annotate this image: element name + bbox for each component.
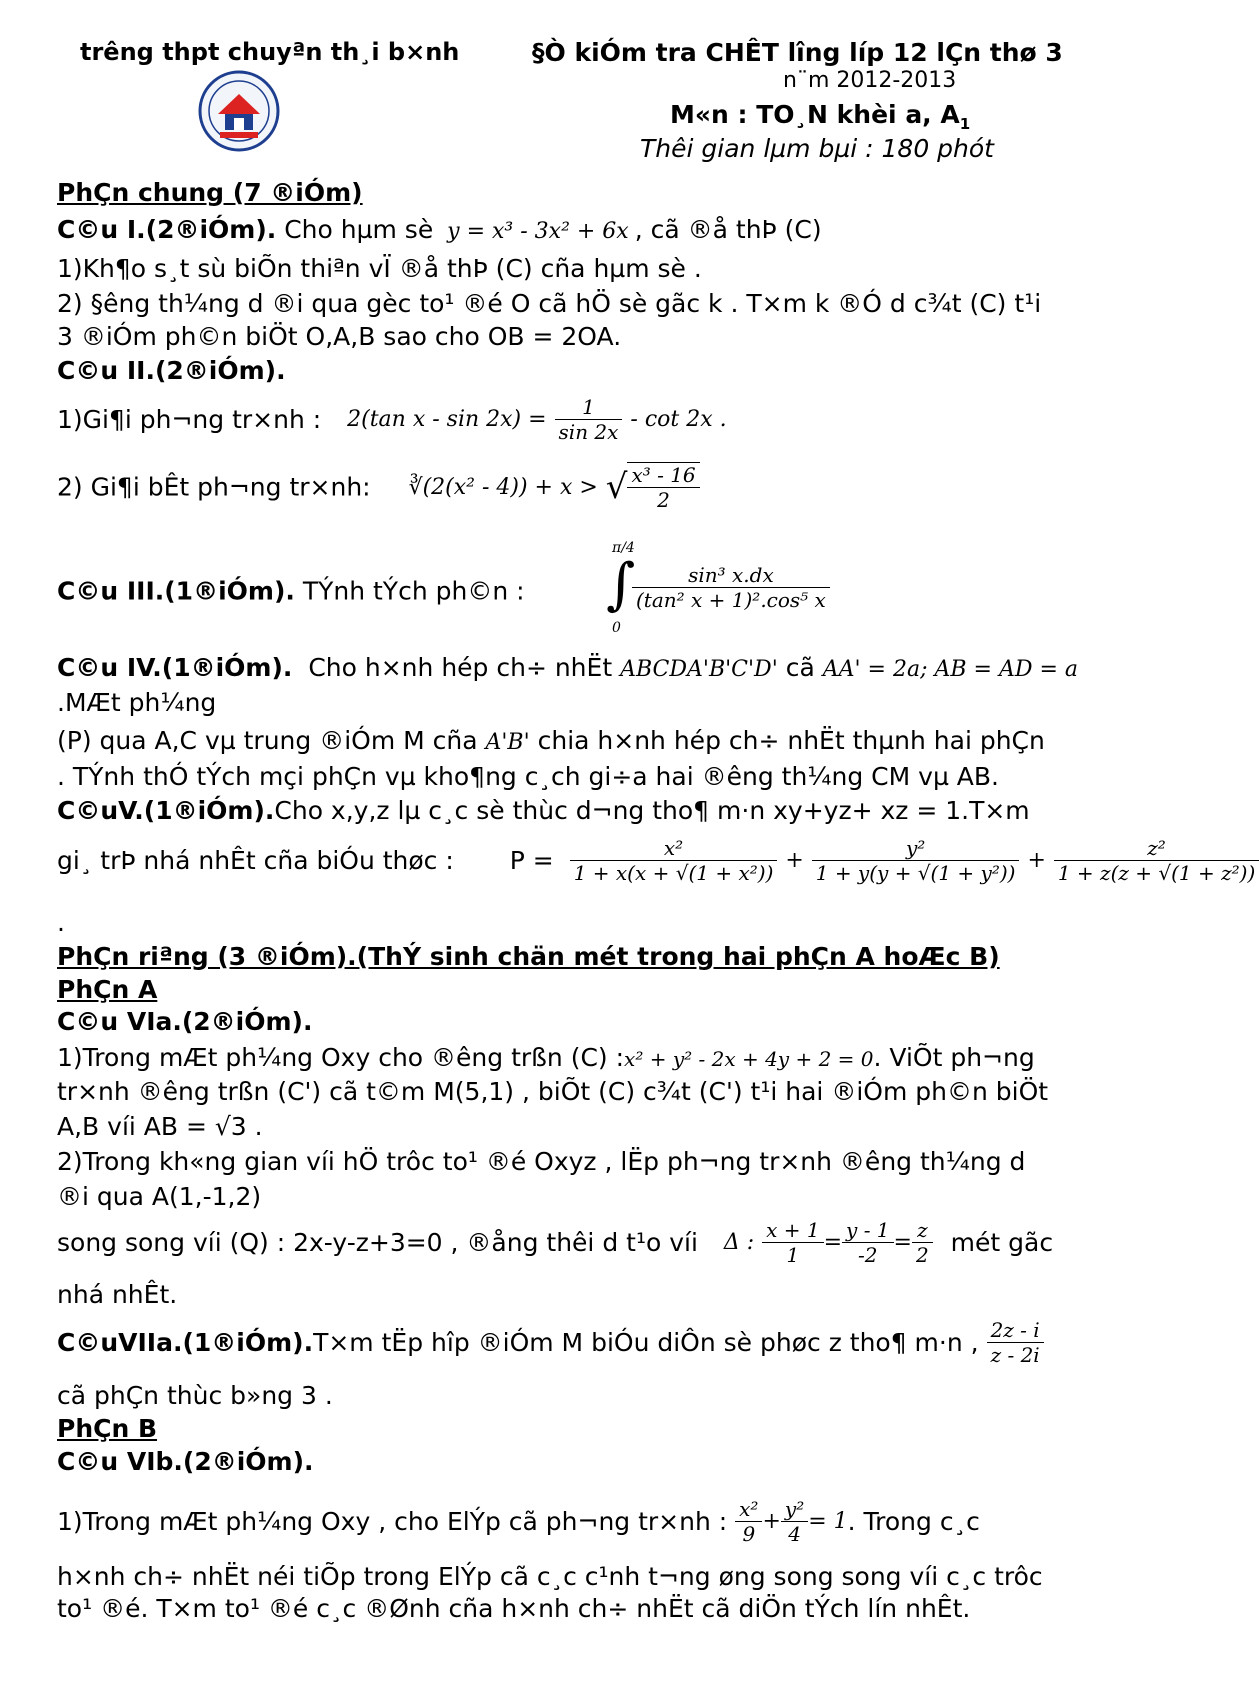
question-7a-text: T×m tËp hîp ®iÓm M biÓu diÔn sè phøc z tho¶ m·n , (313, 1328, 979, 1357)
question-4-line-1 (57, 653, 1078, 682)
part-a-heading: PhÇn A (57, 975, 158, 1004)
fraction-numerator: x² (735, 1497, 762, 1522)
question-2-part-1 (57, 395, 727, 444)
fraction-denominator: (tan² x + 1)².cos⁵ x (636, 588, 826, 612)
question-7a-line-1 (57, 1318, 1044, 1367)
fraction-denominator: z - 2i (990, 1343, 1040, 1367)
question-2-part-1-formula-right: - cot 2x . (630, 407, 727, 432)
question-6a-label: C©u VIa.(2®iÓm). (57, 1007, 313, 1036)
question-5-line-2 (57, 836, 1259, 885)
question-5-text: Cho x,y,z lµ c¸c sè thùc d¬ng tho¶ m·n xy+yz+ xz = 1.T×m (274, 796, 1030, 825)
question-6b-text-b: . Trong c¸c (847, 1507, 980, 1536)
question-2-part-2 (57, 462, 700, 512)
fraction-numerator: x² (570, 836, 778, 861)
question-3-text: TÝnh tÝch ph©n : (302, 576, 525, 606)
fraction-denominator: 4 (788, 1522, 801, 1546)
delta-fraction-1 (762, 1218, 823, 1267)
question-6a-part-2-line-4: nhá nhÊt. (57, 1280, 178, 1309)
question-1-part-2-line-1: 2) §êng th¼ng d ®i qua gèc to¹ ®é O cã hÖ sè gãc k . T×m k ®Ó d c¾t (C) t¹i (57, 289, 1042, 318)
fraction-numerator: z (912, 1218, 933, 1243)
question-4-formula-a: ABCDA'B'C'D' (620, 657, 778, 682)
question-6b-line-3: to¹ ®é. T×m to¹ ®é c¸c ®Ønh cña h×nh ch÷ nhËt cã diÖn tÝch lín nhÊt. (57, 1594, 971, 1623)
question-4-line-3-text-a: (P) qua A,C vµ trung ®iÓm M cña (57, 726, 478, 755)
question-3-line (57, 575, 525, 606)
fraction-denominator: 9 (742, 1522, 756, 1546)
question-2-part-2-fraction (627, 462, 699, 512)
fraction-denominator: 1 + x(x + √(1 + x²)) (573, 861, 774, 885)
question-1-label: C©u I.(2®iÓm). (57, 215, 277, 244)
plus-sign: + (762, 1509, 781, 1534)
question-6b-label: C©u VIb.(2®iÓm). (57, 1447, 314, 1476)
ellipse-fraction-2 (781, 1497, 808, 1546)
fraction-denominator: 2 (915, 1243, 929, 1267)
fraction-numerator: 2z - i (987, 1318, 1044, 1343)
question-1-part-2-line-2: 3 ®iÓm ph©n biÖt O,A,B sao cho OB = 2OA. (57, 322, 622, 351)
school-logo-icon (198, 70, 280, 152)
fraction-denominator: -2 (858, 1243, 878, 1267)
question-6a-part-2-text-a: song song víi (Q) : 2x-y-z+3=0 , ®ång thêi d t¹o víi (57, 1228, 698, 1257)
integral-lower-limit: 0 (612, 620, 621, 636)
ellipse-equals: = 1 (808, 1509, 848, 1534)
integral-sign-icon: ∫ (606, 552, 636, 617)
ellipse-fraction-1 (735, 1497, 762, 1546)
question-3-integrand (632, 563, 830, 612)
fraction-numerator: y - 1 (842, 1218, 894, 1243)
question-6a-part-1-line-3: A,B víi AB = √3 . (57, 1112, 263, 1141)
question-6a-text-b: . ViÕt ph¬ng (873, 1043, 1035, 1072)
delta-label: Δ : (723, 1230, 755, 1255)
question-7a-label: C©uVIIa.(1®iÓm). (57, 1328, 314, 1357)
question-6b-text-a: 1)Trong mÆt ph¼ng Oxy , cho ElÝp cã ph¬ng tr×nh : (57, 1507, 728, 1536)
question-6a-part-2-line-1: 2)Trong kh«ng gian víi hÖ trôc to¹ ®é Oxyz , lËp ph¬ng tr×nh ®êng th¼ng d (57, 1147, 1026, 1176)
question-6b-line-1 (57, 1497, 980, 1546)
question-5-dot: . (57, 908, 65, 937)
question-5-line-2-text: gi¸ trÞ nhá nhÊt cña biÓu thøc : (57, 846, 454, 875)
question-1-text: Cho hµm sè (284, 215, 434, 244)
exam-title: §Ò kiÓm tra CHÊT lîng líp 12 lÇn thø 3 (532, 38, 1063, 67)
private-part-heading: PhÇn riªng (3 ®iÓm).(ThÝ sinh chän mét trong hai phÇn A hoÆc B) (57, 942, 1000, 971)
question-3-label: C©u III.(1®iÓm). (57, 576, 295, 606)
question-2-part-2-formula-left: ∛(2(x² - 4)) + x > (408, 474, 598, 500)
question-4-line-3 (57, 726, 1045, 755)
question-5-term-1 (570, 836, 778, 885)
question-6a-part-1-line-1 (57, 1043, 1035, 1072)
delta-fraction-2 (842, 1218, 894, 1267)
plus-sign: + (1027, 848, 1046, 873)
exam-time: Thêi gian lµm bµi : 180 phót (640, 134, 994, 163)
question-6a-text-a: 1)Trong mÆt ph¼ng Oxy cho ®êng trßn (C) : (57, 1043, 625, 1072)
question-1-formula: y = x³ - 3x² + 6x (447, 219, 629, 244)
fraction-numerator: z² (1054, 836, 1259, 861)
question-2-label: C©u II.(2®iÓm). (57, 356, 286, 385)
question-4-text-b: cã (785, 653, 815, 682)
question-4-label: C©u IV.(1®iÓm). (57, 653, 293, 682)
question-4-line-3-text-b: chia h×nh hép ch÷ nhËt thµnh hai phÇn (537, 726, 1045, 755)
common-part-heading: PhÇn chung (7 ®iÓm) (57, 178, 363, 207)
delta-fraction-3 (912, 1218, 933, 1267)
fraction-numerator: y² (812, 836, 1020, 861)
question-6a-formula: x² + y² - 2x + 4y + 2 = 0 (624, 1047, 874, 1071)
fraction-numerator: x + 1 (762, 1218, 823, 1243)
question-4-line-3-formula: A'B' (485, 730, 530, 755)
school-year: n¨m 2012-2013 (783, 68, 957, 93)
question-7a-line-2: cã phÇn thùc b»ng 3 . (57, 1381, 333, 1410)
question-2-part-1-formula-left: 2(tan x - sin 2x) = (347, 407, 547, 432)
fraction-denominator: 1 + y(y + √(1 + y²)) (815, 861, 1016, 885)
school-name: trêng thpt chuyªn th¸i b×nh (80, 38, 460, 66)
subject-text: M«n : TO¸N khèi a, A (670, 100, 960, 129)
question-4-formula-b: AA' = 2a; AB = AD = a (822, 657, 1079, 682)
fraction-numerator: 1 (555, 395, 623, 420)
question-5-P: P = (509, 846, 554, 875)
part-b-heading: PhÇn B (57, 1414, 158, 1443)
fraction-numerator: x³ - 16 (627, 463, 699, 488)
question-5-label: C©uV.(1®iÓm). (57, 796, 275, 825)
question-5-term-3 (1054, 836, 1259, 885)
integral-upper-limit: π/4 (612, 540, 635, 556)
equals-sign: = (823, 1230, 843, 1255)
fraction-denominator: 1 (786, 1243, 800, 1267)
question-1-text-b: , cã ®å thÞ (C) (634, 215, 822, 244)
fraction-denominator: sin 2x (558, 420, 619, 444)
question-2-part-1-text: 1)Gi¶i ph¬ng tr×nh : (57, 405, 322, 434)
sqrt-symbol-icon: √ (605, 467, 628, 507)
question-7a-fraction (987, 1318, 1044, 1367)
question-6b-line-2: h×nh ch÷ nhËt néi tiÕp trong ElÝp cã c¸c c¹nh t¬ng øng song song víi c¸c trôc (57, 1562, 1043, 1591)
question-1-line (57, 215, 822, 244)
question-2-part-1-fraction (555, 395, 623, 444)
question-4-line-4: . TÝnh thÓ tÝch mçi phÇn vµ kho¶ng c¸ch gi÷a hai ®êng th¼ng CM vµ AB. (57, 762, 1000, 791)
equals-sign: = (893, 1230, 912, 1255)
fraction-denominator: 2 (657, 488, 670, 512)
fraction-numerator: y² (781, 1497, 808, 1522)
question-6a-part-2-text-b: mét gãc (950, 1228, 1054, 1257)
fraction-denominator: 1 + z(z + √(1 + z²)) (1057, 861, 1256, 885)
question-1-part-1: 1)Kh¶o s¸t sù biÕn thiªn vÏ ®å thÞ (C) cña hµm sè . (57, 254, 702, 283)
question-6a-part-2-line-3 (57, 1218, 1053, 1267)
integrand-fraction (632, 563, 830, 612)
question-2-part-2-text: 2) Gi¶i bÊt ph¬ng tr×nh: (57, 472, 371, 502)
question-5-line-1 (57, 796, 1030, 825)
question-6a-part-1-line-2: tr×nh ®êng trßn (C') cã t©m M(5,1) , biÕt (C) c¾t (C') t¹i hai ®iÓm ph©n biÖt (57, 1077, 1049, 1106)
question-6a-part-2-line-2: ®i qua A(1,-1,2) (57, 1182, 262, 1211)
plus-sign: + (785, 848, 804, 873)
subject-line (670, 100, 970, 133)
question-4-text: Cho h×nh hép ch÷ nhËt (308, 653, 613, 682)
subject-sub: 1 (959, 115, 971, 133)
fraction-numerator: sin³ x.dx (632, 563, 830, 588)
question-4-line-2: .MÆt ph¼ng (57, 688, 217, 717)
question-5-term-2 (812, 836, 1020, 885)
